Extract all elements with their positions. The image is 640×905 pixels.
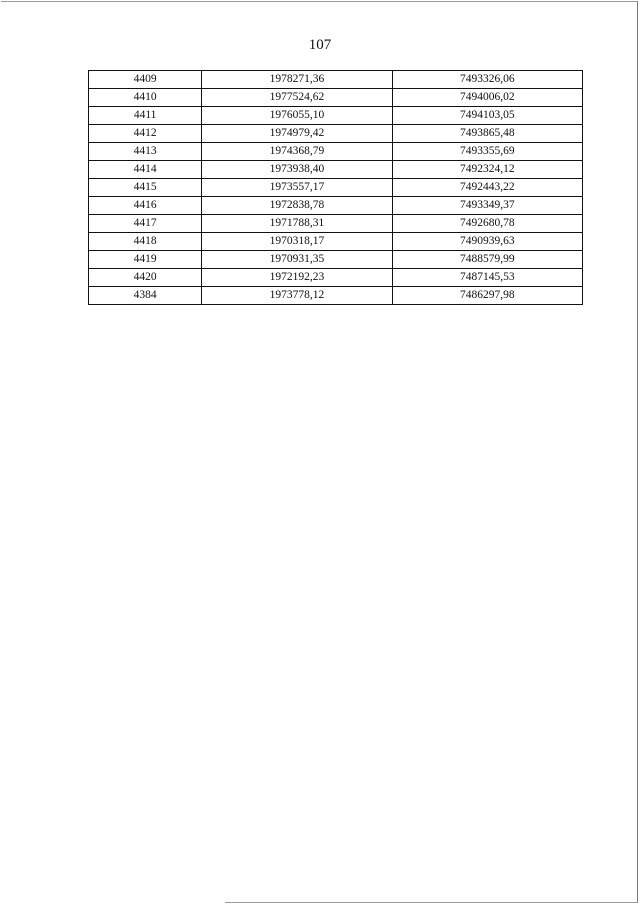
x-coordinate-cell: 1973557,17 <box>202 179 392 197</box>
y-coordinate-cell: 7492324,12 <box>392 161 582 179</box>
point-number-cell: 4413 <box>89 143 202 161</box>
point-number-cell: 4409 <box>89 71 202 89</box>
page-bottom-edge <box>225 902 638 903</box>
y-coordinate-cell: 7493349,37 <box>392 197 582 215</box>
point-number-cell: 4418 <box>89 233 202 251</box>
table-row <box>89 107 583 125</box>
y-coordinate-cell: 7494103,05 <box>392 107 582 125</box>
x-coordinate-cell: 1974368,79 <box>202 143 392 161</box>
table-row <box>89 89 583 107</box>
table-row <box>89 143 583 161</box>
table-row <box>89 251 583 269</box>
table-row <box>89 287 583 305</box>
table-row <box>89 233 583 251</box>
table-row <box>89 269 583 287</box>
point-number-cell: 4384 <box>89 287 202 305</box>
table-row <box>89 179 583 197</box>
y-coordinate-cell: 7487145,53 <box>392 269 582 287</box>
point-number-cell: 4416 <box>89 197 202 215</box>
x-coordinate-cell: 1970318,17 <box>202 233 392 251</box>
point-number-cell: 4411 <box>89 107 202 125</box>
x-coordinate-cell: 1976055,10 <box>202 107 392 125</box>
y-coordinate-cell: 7488579,99 <box>392 251 582 269</box>
table-row <box>89 125 583 143</box>
coordinates-table <box>88 70 583 305</box>
y-coordinate-cell: 7486297,98 <box>392 287 582 305</box>
y-coordinate-cell: 7494006,02 <box>392 89 582 107</box>
y-coordinate-cell: 7492680,78 <box>392 215 582 233</box>
table-row <box>89 161 583 179</box>
y-coordinate-cell: 7493355,69 <box>392 143 582 161</box>
table-row <box>89 71 583 89</box>
table-row <box>89 197 583 215</box>
y-coordinate-cell: 7492443,22 <box>392 179 582 197</box>
table-row <box>89 215 583 233</box>
x-coordinate-cell: 1970931,35 <box>202 251 392 269</box>
point-number-cell: 4419 <box>89 251 202 269</box>
point-number-cell: 4414 <box>89 161 202 179</box>
x-coordinate-cell: 1972192,23 <box>202 269 392 287</box>
point-number-cell: 4410 <box>89 89 202 107</box>
y-coordinate-cell: 7493326,06 <box>392 71 582 89</box>
x-coordinate-cell: 1977524,62 <box>202 89 392 107</box>
x-coordinate-cell: 1973938,40 <box>202 161 392 179</box>
page-number: 107 <box>308 37 332 53</box>
point-number-cell: 4412 <box>89 125 202 143</box>
x-coordinate-cell: 1973778,12 <box>202 287 392 305</box>
point-number-cell: 4417 <box>89 215 202 233</box>
point-number-cell: 4420 <box>89 269 202 287</box>
x-coordinate-cell: 1972838,78 <box>202 197 392 215</box>
x-coordinate-cell: 1974979,42 <box>202 125 392 143</box>
point-number-cell: 4415 <box>89 179 202 197</box>
x-coordinate-cell: 1978271,36 <box>202 71 392 89</box>
y-coordinate-cell: 7490939,63 <box>392 233 582 251</box>
x-coordinate-cell: 1971788,31 <box>202 215 392 233</box>
y-coordinate-cell: 7493865,48 <box>392 125 582 143</box>
